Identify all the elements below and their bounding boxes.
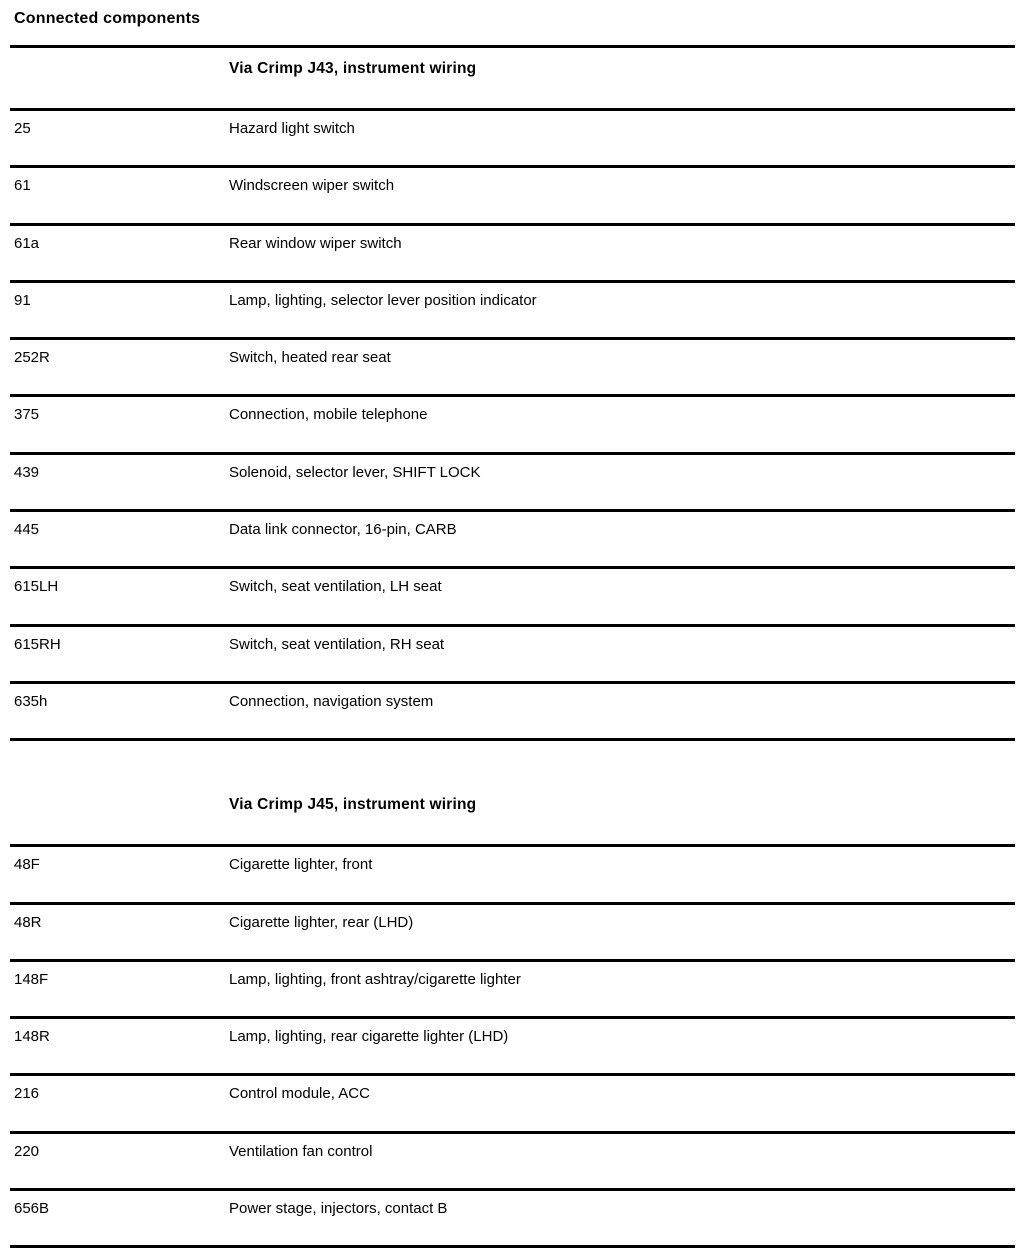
table-row — [10, 959, 1015, 1016]
component-code: 91 — [14, 291, 31, 309]
component-description: Data link connector, 16-pin, CARB — [229, 521, 457, 539]
table-row — [10, 1131, 1015, 1188]
component-code: 61 — [14, 177, 31, 195]
component-description: Windscreen wiper switch — [229, 177, 395, 195]
table-body-j43 — [10, 108, 1015, 738]
component-code: 439 — [14, 463, 40, 481]
table-row — [10, 1016, 1015, 1073]
table-row — [10, 1073, 1015, 1130]
table-row — [10, 624, 1015, 681]
component-code: 25 — [14, 120, 31, 137]
component-description: Connection, navigation system — [229, 692, 434, 710]
table-row — [10, 566, 1015, 623]
component-description: Lamp, lighting, front ashtray/cigarette lighter — [229, 970, 521, 988]
component-code: 445 — [14, 521, 40, 539]
component-code: 48F — [14, 856, 40, 874]
component-description: Rear window wiper switch — [229, 234, 402, 252]
component-code: 615LH — [14, 578, 59, 596]
component-code: 216 — [14, 1085, 40, 1103]
table-row — [10, 902, 1015, 959]
table-row — [10, 844, 1015, 901]
section-header-j43: Via Crimp J43, instrument wiring — [229, 60, 477, 77]
component-description: Switch, heated rear seat — [229, 349, 391, 367]
page-title: Connected components — [14, 10, 201, 27]
table-row — [10, 223, 1015, 280]
component-description: Control module, ACC — [229, 1085, 370, 1103]
component-description: Ventilation fan control — [229, 1142, 373, 1160]
component-description: Solenoid, selector lever, SHIFT LOCK — [229, 463, 481, 481]
table-row — [10, 337, 1015, 394]
component-description: Power stage, injectors, contact B — [229, 1200, 448, 1218]
component-code: 61a — [14, 234, 40, 252]
component-code: 615RH — [14, 635, 61, 653]
component-code: 148R — [14, 1028, 50, 1046]
table-row — [10, 452, 1015, 509]
component-description: Hazard light switch — [229, 120, 355, 137]
component-code: 148F — [14, 970, 49, 988]
component-description: Cigarette lighter, rear (LHD) — [229, 913, 414, 931]
component-code: 252R — [14, 349, 50, 367]
component-code: 375 — [14, 406, 40, 424]
component-code: 635h — [14, 692, 48, 710]
section-header-j45: Via Crimp J45, instrument wiring — [229, 796, 477, 814]
component-description: Cigarette lighter, front — [229, 856, 373, 874]
component-description: Switch, seat ventilation, LH seat — [229, 578, 442, 596]
component-description: Connection, mobile telephone — [229, 406, 428, 424]
connected-components-table-j43 — [10, 45, 1015, 741]
component-code: 656B — [14, 1200, 50, 1218]
connected-components-table-j45 — [10, 844, 1015, 1248]
component-code: 220 — [14, 1142, 40, 1160]
table-row — [10, 509, 1015, 566]
component-description: Lamp, lighting, selector lever position indicator — [229, 291, 537, 309]
document-page — [10, 0, 1015, 1248]
table-row — [10, 1188, 1015, 1245]
table-row — [10, 165, 1015, 222]
component-description: Lamp, lighting, rear cigarette lighter (LHD) — [229, 1028, 509, 1046]
component-code: 48R — [14, 913, 42, 931]
component-description: Switch, seat ventilation, RH seat — [229, 635, 445, 653]
table-body-j45 — [10, 844, 1015, 1245]
table-row — [10, 280, 1015, 337]
table-row — [10, 108, 1015, 165]
table-row — [10, 681, 1015, 738]
table-row — [10, 394, 1015, 451]
